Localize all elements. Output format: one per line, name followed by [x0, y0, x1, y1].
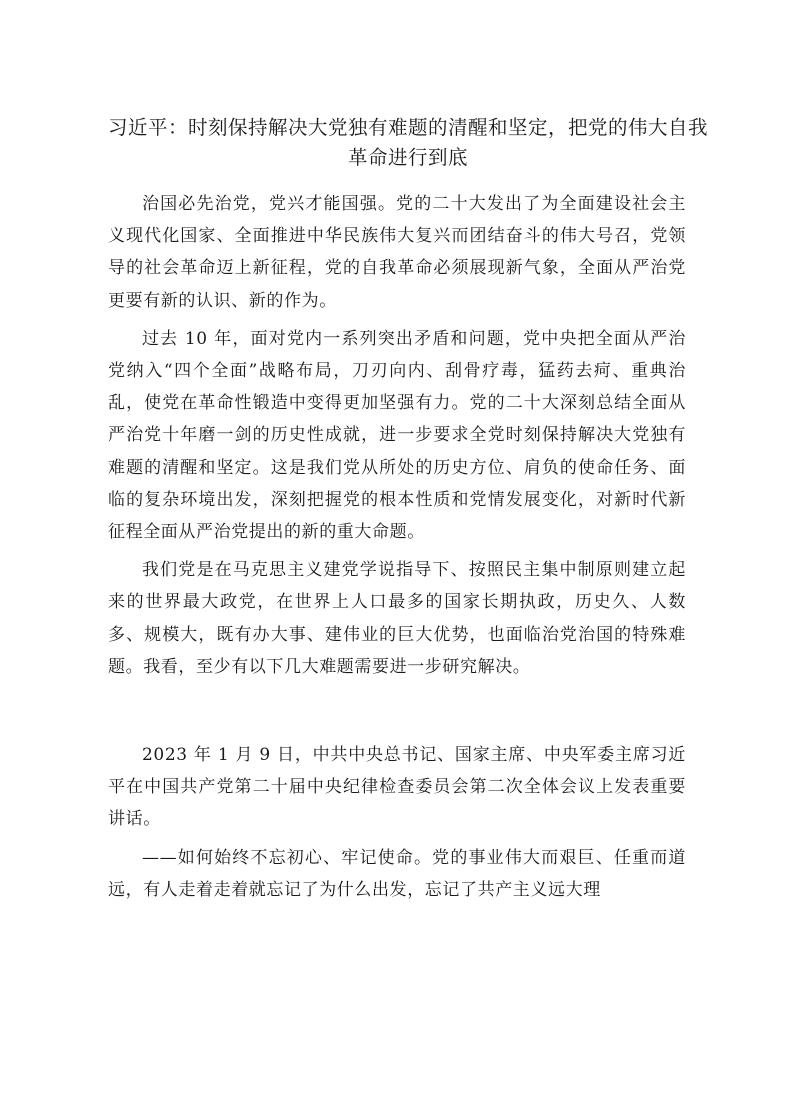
paragraph-party-problems: 我们党是在马克思主义建党学说指导下、按照民主集中制原则建立起来的世界最大政党，在世界上人口最多的国家长期执政，历史久、人数多、规模大，既有办大事、建伟业的巨大优势，也面临治党治国的特殊难题。我看，至少有以下几大难题需要进一步研究解决。	[108, 560, 686, 677]
paragraph-past-ten-years: 过去 10 年，面对党内一系列突出矛盾和问题，党中央把全面从严治党纳入“四个全面”战略布局，刀刃向内、刮骨疗毒，猛药去疴、重典治乱，使党在革命性锻造中变得更加坚强有力。党的二十大深刻总结全面从严治党十年磨一剑的历史性成就，进一步要求全党时刻保持解决大党独有难题的清醒和坚定。这是我们党从所处的历史方位、肩负的使命任务、面临的复杂环境出发，深刻把握党的根本性质和党情发展变化，对新时代新征程全面从严治党提出的新的重大命题。	[108, 328, 686, 543]
article-title: 习近平：时刻保持解决大党独有难题的清醒和坚定，把党的伟大自我革命进行到底	[108, 116, 709, 169]
paragraph-date-speech: 2023 年 1 月 9 日，中共中央总书记、国家主席、中央军委主席习近平在中国共产党第二十届中央纪律检查委员会第二次全体会议上发表重要讲话。	[108, 745, 686, 830]
paragraph-original-mission: ——如何始终不忘初心、牢记使命。党的事业伟大而艰巨、任重而道远，有人走着走着就忘记了为什么出发，忘记了共产主义远大理	[108, 847, 686, 900]
paragraph-gap	[108, 689, 686, 739]
paragraph-intro: 治国必先治党，党兴才能国强。党的二十大发出了为全面建设社会主义现代化国家、全面推进中华民族伟大复兴而团结奋斗的伟大号召，党领导的社会革命迈上新征程，党的自我革命必须展现新气象，全面从严治党更要有新的认识、新的作为。	[108, 194, 686, 311]
article-body	[108, 188, 686, 912]
